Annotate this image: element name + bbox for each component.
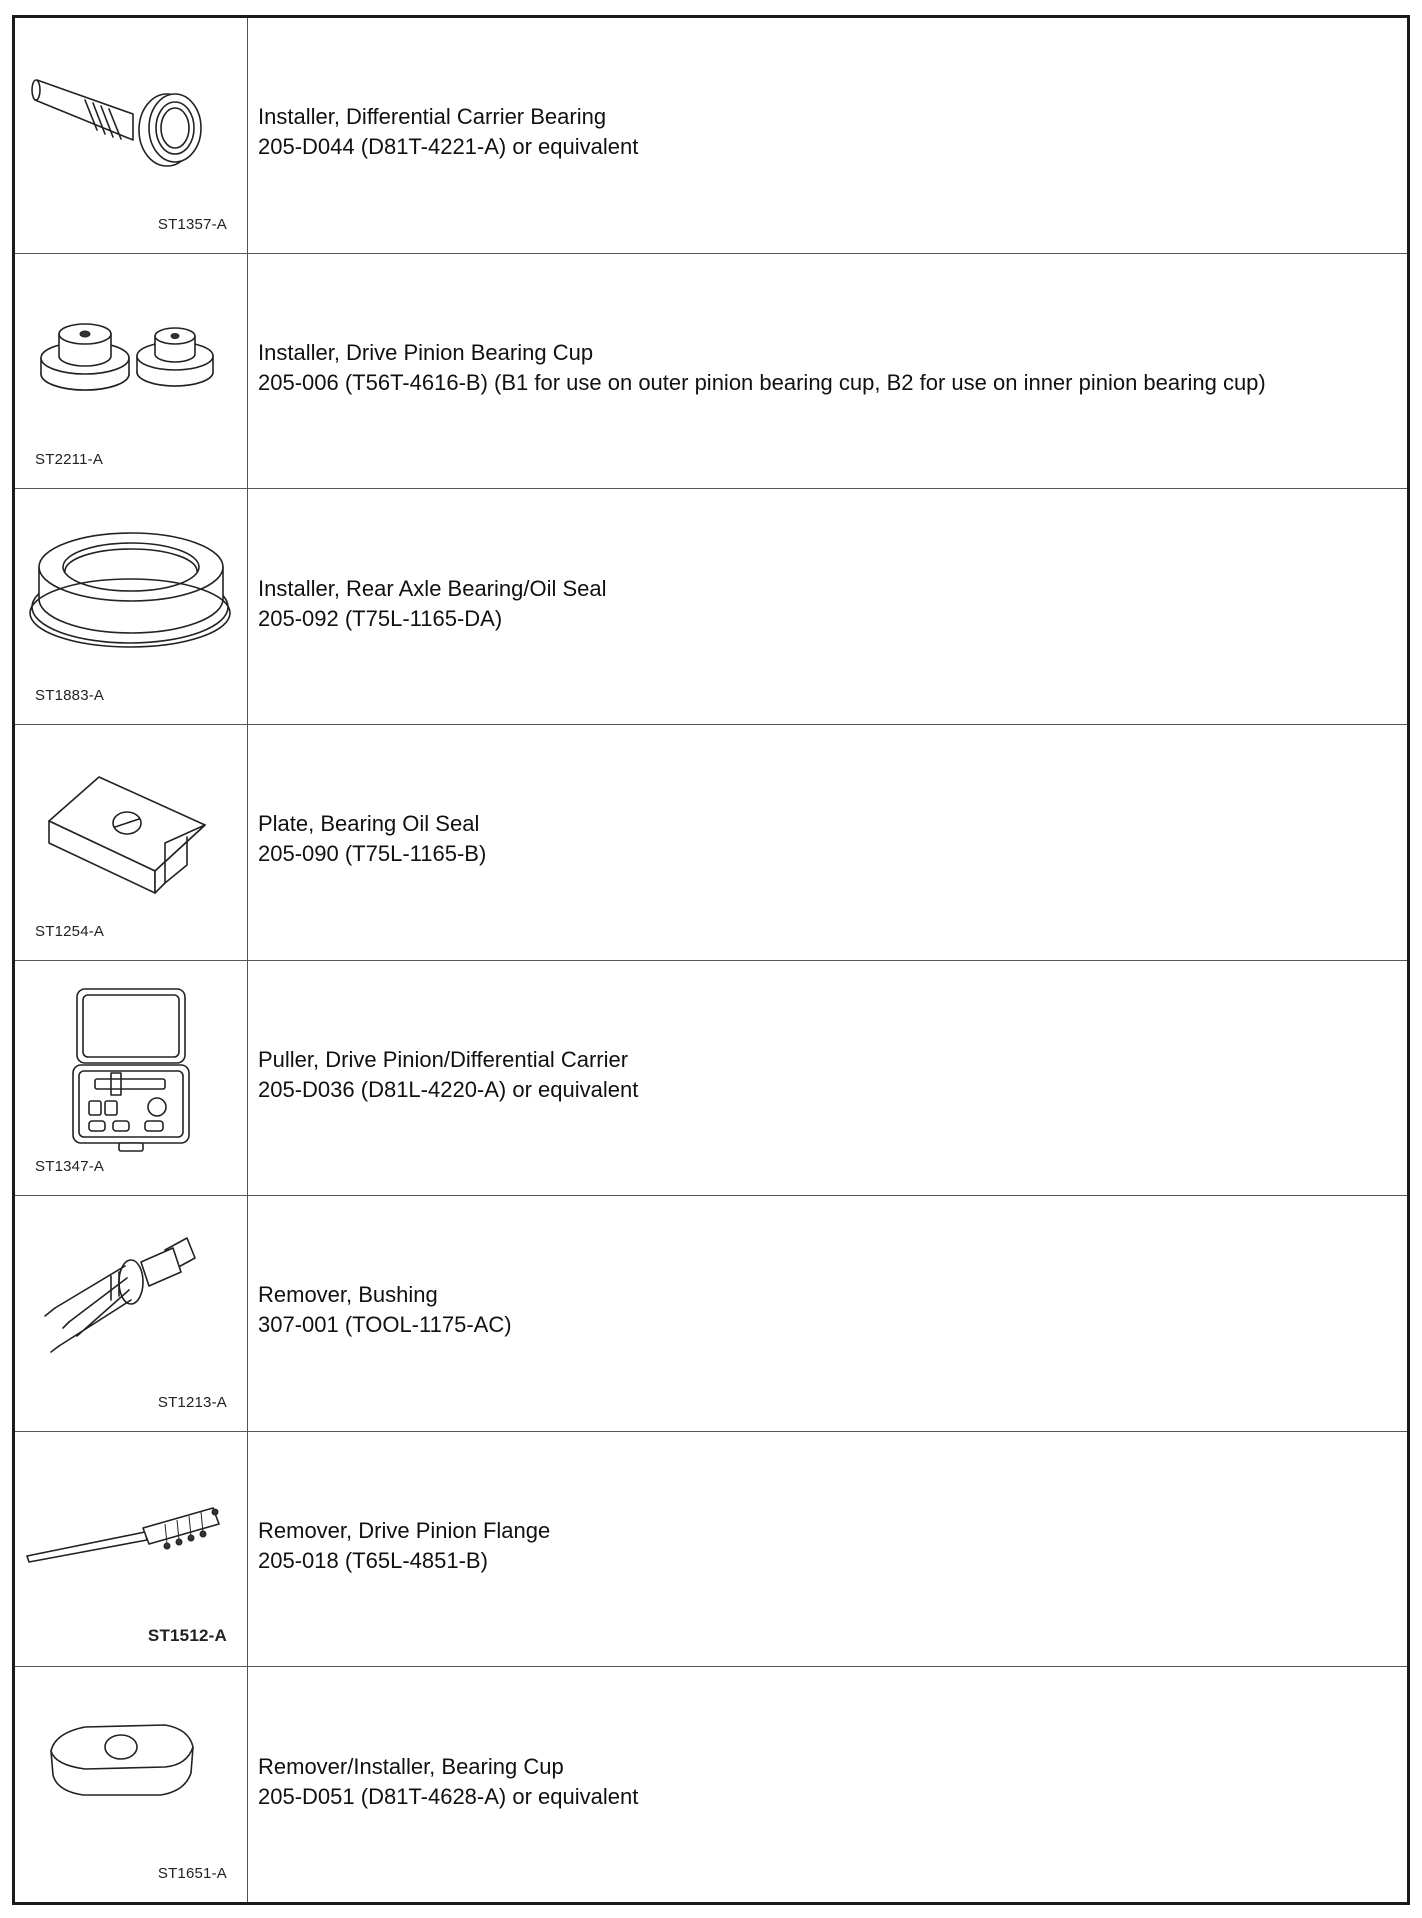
tool-number: 205-D036 (D81L-4220-A) or equivalent <box>258 1076 639 1102</box>
tool-code-label: ST2211-A <box>35 451 104 469</box>
tool-number: 205-018 (T65L-4851-B) <box>258 1548 488 1574</box>
drive-pinion-flange-remover-icon <box>15 1432 248 1632</box>
tool-code-label: ST1512-A <box>147 1626 227 1646</box>
tool-name: Installer, Rear Axle Bearing/Oil Seal <box>258 575 607 601</box>
tool-description-cell <box>248 961 1407 1196</box>
bushing-remover-icon <box>15 1196 248 1396</box>
tool-name: Puller, Drive Pinion/Differential Carrier <box>258 1046 629 1072</box>
tool-description-cell <box>248 1432 1407 1667</box>
tool-row <box>15 18 1407 254</box>
drive-pinion-bearing-cup-installer-icon <box>15 254 248 454</box>
tool-code-label: ST1254-A <box>35 922 105 940</box>
tool-number: 205-D051 (D81T-4628-A) or equivalent <box>258 1783 639 1809</box>
tool-code-label: ST1213-A <box>157 1393 227 1411</box>
special-tools-table <box>12 15 1410 1905</box>
bearing-cup-remover-installer-icon <box>15 1667 248 1867</box>
puller-case-icon <box>15 961 248 1161</box>
tool-name: Remover, Bushing <box>258 1282 438 1308</box>
tool-illustration-cell <box>15 18 248 253</box>
tool-code-label: ST1347-A <box>35 1158 105 1176</box>
tool-row <box>15 1196 1407 1432</box>
tool-number: 205-D044 (D81T-4221-A) or equivalent <box>258 134 639 160</box>
tool-illustration-cell <box>15 254 248 489</box>
tool-description-cell <box>248 489 1407 724</box>
rear-axle-bearing-oil-seal-installer-icon <box>15 489 248 689</box>
tool-name: Installer, Drive Pinion Bearing Cup <box>258 339 594 365</box>
tool-code-label: ST1357-A <box>157 215 227 233</box>
tool-row <box>15 489 1407 725</box>
tool-name: Remover/Installer, Bearing Cup <box>258 1753 564 1779</box>
tool-number: 205-090 (T75L-1165-B) <box>258 841 487 867</box>
tool-description-cell <box>248 18 1407 253</box>
tool-number: 205-092 (T75L-1165-DA) <box>258 605 503 631</box>
tool-name: Plate, Bearing Oil Seal <box>258 811 480 837</box>
tool-illustration-cell <box>15 489 248 724</box>
tool-row <box>15 725 1407 961</box>
tool-illustration-cell <box>15 725 248 960</box>
tool-row <box>15 1667 1407 1902</box>
tool-row <box>15 1432 1407 1668</box>
tool-row <box>15 961 1407 1197</box>
tool-code-label: ST1651-A <box>157 1865 227 1882</box>
tool-description-cell <box>248 1196 1407 1431</box>
tool-description-cell <box>248 254 1407 489</box>
tool-number: 307-001 (TOOL-1175-AC) <box>258 1312 512 1338</box>
tool-description-cell <box>248 725 1407 960</box>
tool-name: Installer, Differential Carrier Bearing <box>258 104 607 130</box>
tool-name: Remover, Drive Pinion Flange <box>258 1518 551 1544</box>
tool-illustration-cell <box>15 1432 248 1667</box>
tool-number: 205-006 (T56T-4616-B) (B1 for use on outer pinion bearing cup, B2 for use on inner pinion bearing cup) <box>258 369 1266 395</box>
tool-illustration-cell <box>15 1667 248 1902</box>
tool-description-cell <box>248 1667 1407 1902</box>
tool-code-label: ST1883-A <box>35 686 105 704</box>
bearing-oil-seal-plate-icon <box>15 725 248 925</box>
differential-carrier-bearing-installer-icon <box>15 18 248 218</box>
tool-row <box>15 254 1407 490</box>
tool-illustration-cell <box>15 1196 248 1431</box>
tool-illustration-cell <box>15 961 248 1196</box>
